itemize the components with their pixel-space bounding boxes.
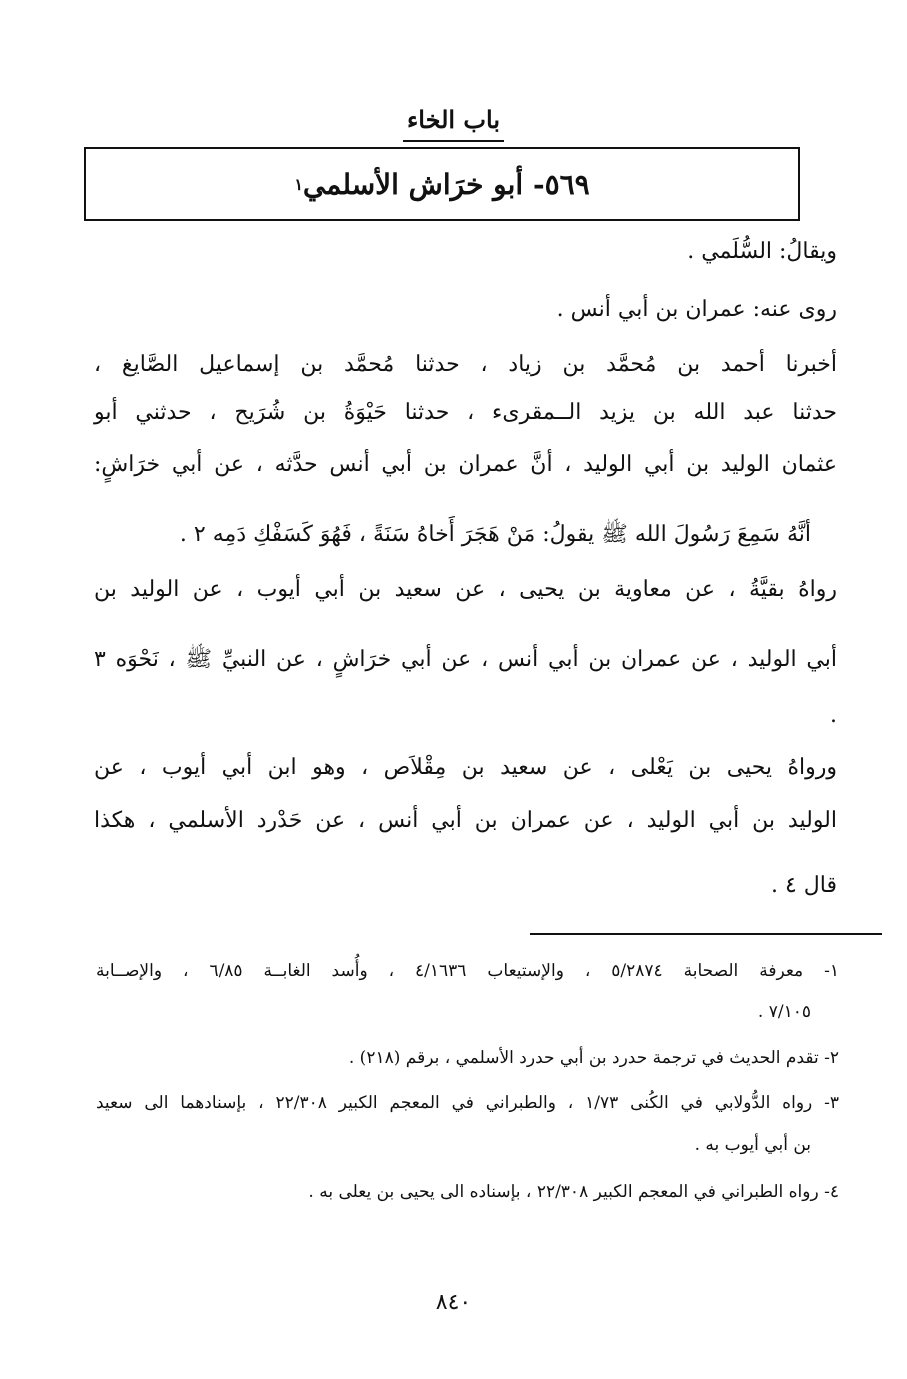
body-line: . bbox=[830, 703, 837, 728]
entry-number: ٥٦٩- bbox=[532, 167, 590, 201]
body-line: أخبرنا أحمد بن مُحمَّد بن زياد ، حدثنا مُحمَّد بن إسماعيل الصَّايغ ، bbox=[94, 352, 837, 377]
footnote: ٧/١٠٥ . bbox=[757, 1002, 811, 1022]
entry-name: أبو خرَاش الأسلمي bbox=[302, 167, 524, 201]
body-line: قال ٤ . bbox=[770, 873, 837, 898]
body-line: ويقالُ: السُّلَمي . bbox=[687, 239, 837, 264]
body-line: رواهُ بقيَّةُ ، عن معاوية بن يحيى ، عن سعيد بن أبي أيوب ، عن الوليد بن bbox=[94, 577, 837, 602]
entry-footnote-mark: ١ bbox=[294, 174, 303, 194]
footnote: ٢- تقدم الحديث في ترجمة حدرد بن أبي حدرد الأسلمي ، برقم (٢١٨) . bbox=[348, 1048, 839, 1068]
body-line: الوليد بن أبي الوليد ، عن عمران بن أبي أنس ، عن حَدْرد الأسلمي ، هكذا bbox=[94, 808, 837, 833]
hadith-line: أنَّهُ سَمِعَ رَسُولَ الله ﷺ يقولُ: مَنْ هَجَرَ أَخاهُ سَنَةً ، فَهُوَ كَسَفْكِ دَمِه ٢ . bbox=[179, 522, 811, 547]
chapter-heading bbox=[0, 102, 907, 142]
footnote: بن أبي أيوب به . bbox=[694, 1135, 811, 1155]
footnote-divider bbox=[530, 933, 882, 935]
footnote: ٣- رواه الدُّولابي في الكُنى ١/٧٣ ، والطبراني في المعجم الكبير ٢٢/٣٠٨ ، بإسنادهما الى سعيد bbox=[96, 1093, 839, 1113]
body-line: حدثنا عبد الله بن يزيد الــمقرىء ، حدثنا حَيْوَةُ بن شُرَيح ، حدثني أبو bbox=[94, 400, 837, 425]
footnote: ٤- رواه الطبراني في المعجم الكبير ٢٢/٣٠٨ ، بإسناده الى يحيى بن يعلى به . bbox=[308, 1182, 839, 1202]
body-line: روى عنه: عمران بن أبي أنس . bbox=[556, 297, 837, 322]
page-number: ٨٤٠ bbox=[435, 1290, 472, 1315]
body-line: عثمان الوليد بن أبي الوليد ، أنَّ عمران بن أبي أنس حدَّثه ، عن أبي خرَاشٍ: bbox=[94, 452, 837, 477]
entry-title-box bbox=[84, 147, 800, 221]
chapter-heading-text: باب الخاء bbox=[403, 102, 504, 142]
body-line: ورواهُ يحيى بن يَعْلى ، عن سعيد بن مِقْلاَص ، وهو ابن أبي أيوب ، عن bbox=[94, 755, 837, 780]
body-line: أبي الوليد ، عن عمران بن أبي أنس ، عن أبي خرَاشٍ ، عن النبيِّ ﷺ ، نَحْوَه ٣ bbox=[94, 647, 837, 672]
footnote: ١- معرفة الصحابة ٥/٢٨٧٤ ، والإستيعاب ٤/١٦٣٦ ، وأُسد الغابــة ٦/٨٥ ، والإصــابة bbox=[96, 961, 839, 981]
